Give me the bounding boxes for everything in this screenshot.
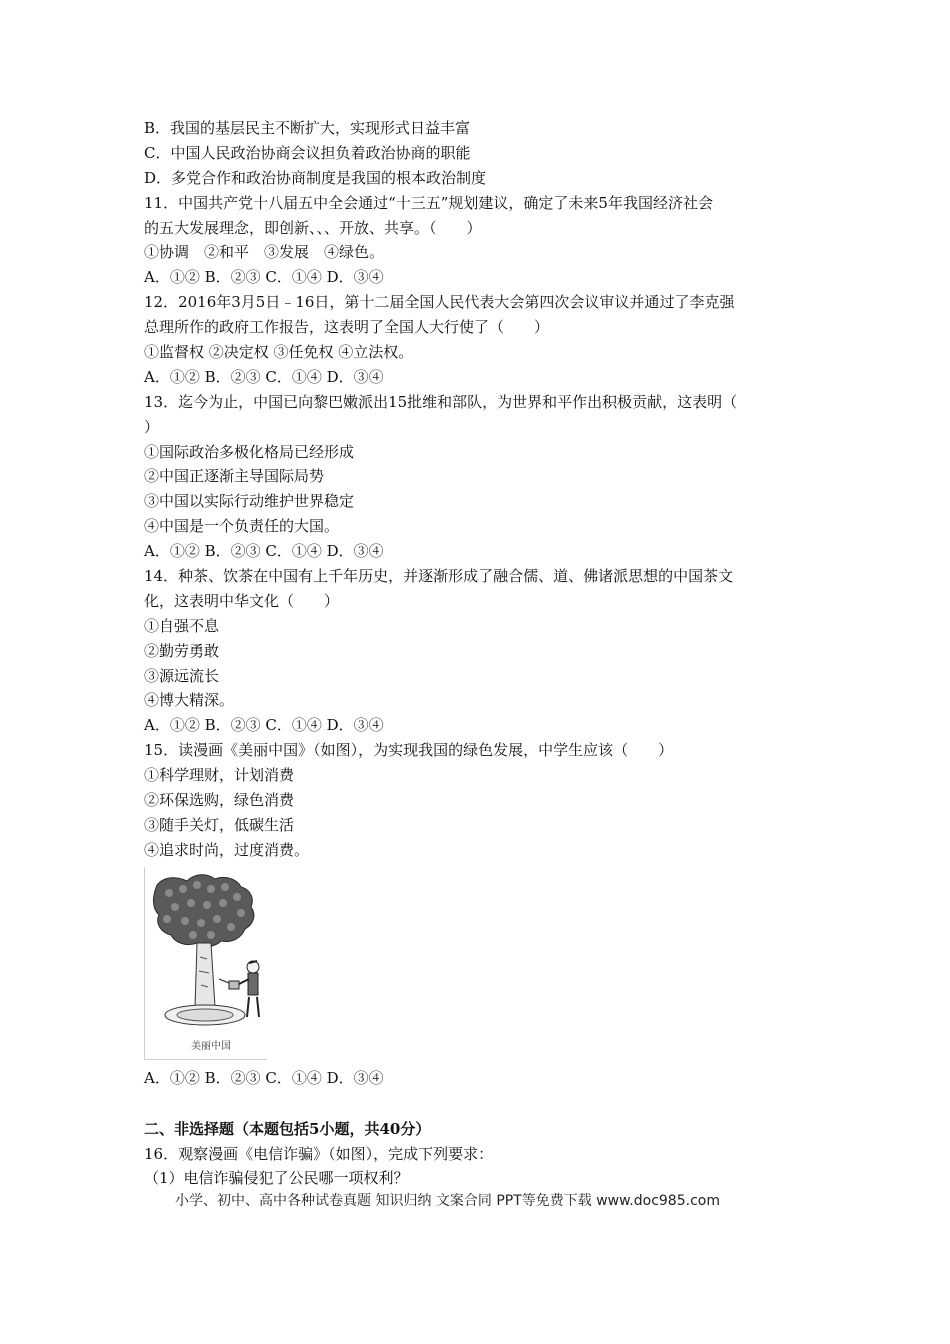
page-footer: 小学、初中、高中各种试卷真题 知识归纳 文案合同 PPT等免费下载 www.doc985.com (175, 1193, 720, 1209)
text-line: A．①② B．②③ C．①④ D．③④ (144, 542, 384, 561)
text-line: ④中国是一个负责任的大国。 (144, 517, 340, 536)
text-line: ①国际政治多极化格局已经形成 (144, 442, 355, 461)
text-line: 的五大发展理念，即创新、、、开放、共享。（ ） (144, 218, 482, 237)
text-line: ②环保选购，绿色消费 (144, 791, 295, 810)
text-line: D．多党合作和政治协商制度是我国的根本政治制度 (144, 168, 487, 187)
text-line: 16．观察漫画《电信诈骗》（如图），完成下列要求： (144, 1144, 494, 1163)
document-content (144, 116, 816, 1191)
text-line: A．①② B．②③ C．①④ D．③④ (144, 716, 384, 735)
text-line: 13．迄今为止，中国已向黎巴嫩派出15批维和部队，为世界和平作出积极贡献，这表明（ (144, 392, 738, 411)
beautiful-china-cartoon (144, 867, 267, 1060)
text-line: ②中国正逐渐主导国际局势 (144, 467, 325, 486)
section-gap (144, 1091, 816, 1117)
text-line: ①科学理财，计划消费 (144, 766, 295, 785)
text-line: ③源远流长 (144, 666, 220, 685)
section-title: 二、非选择题（本题包括5小题，共40分） (144, 1119, 431, 1138)
text-line: 总理所作的政府工作报告，这表明了全国人大行使了（ ） (144, 318, 550, 337)
text-line: ①协调 ②和平 ③发展 ④绿色。 (144, 243, 385, 262)
text-line: ） (144, 417, 160, 436)
text-line: 11．中国共产党十八届五中全会通过“十三五”规划建议，确定了未来5年我国经济社会 (144, 193, 713, 212)
text-line: 15．读漫画《美丽中国》（如图），为实现我国的绿色发展，中学生应该（ ） (144, 741, 674, 760)
text-line: ①自强不息 (144, 616, 220, 635)
text-line: ④博大精深。 (144, 691, 235, 710)
answer-options-15: A．①② B．②③ C．①④ D．③④ (144, 1068, 384, 1087)
text-line: ①监督权 ②决定权 ③任免权 ④立法权。 (144, 343, 414, 362)
text-line: C．中国人民政治协商会议担负着政治协商的职能 (144, 143, 471, 162)
cartoon-caption: 美丽中国 (191, 1040, 231, 1052)
text-line: B．我国的基层民主不断扩大，实现形式日益丰富 (144, 119, 471, 137)
text-line: 12．2016年3月5日﹣16日，第十二届全国人民代表大会第四次会议审议并通过了李克强 (144, 293, 735, 312)
text-line: 化，这表明中华文化（ ） (144, 591, 340, 610)
text-line: 14．种茶、饮茶在中国有上千年历史，并逐渐形成了融合儒、道、佛诸派思想的中国茶文 (144, 567, 734, 586)
text-line: A．①② B．②③ C．①④ D．③④ (144, 367, 384, 386)
questions-11-15 (144, 116, 816, 863)
text-line: A．①② B．②③ C．①④ D．③④ (144, 268, 384, 287)
tree-map-cartoon-icon (145, 867, 267, 1059)
text-line: ②勤劳勇敢 (144, 641, 220, 660)
text-line: ③随手关灯，低碳生活 (144, 815, 295, 834)
text-line: ③中国以实际行动维护世界稳定 (144, 492, 355, 511)
text-line: ④追求时尚，过度消费。 (144, 840, 310, 859)
question-16 (144, 1142, 816, 1192)
text-line: （1）电信诈骗侵犯了公民哪一项权利？ (144, 1169, 409, 1188)
